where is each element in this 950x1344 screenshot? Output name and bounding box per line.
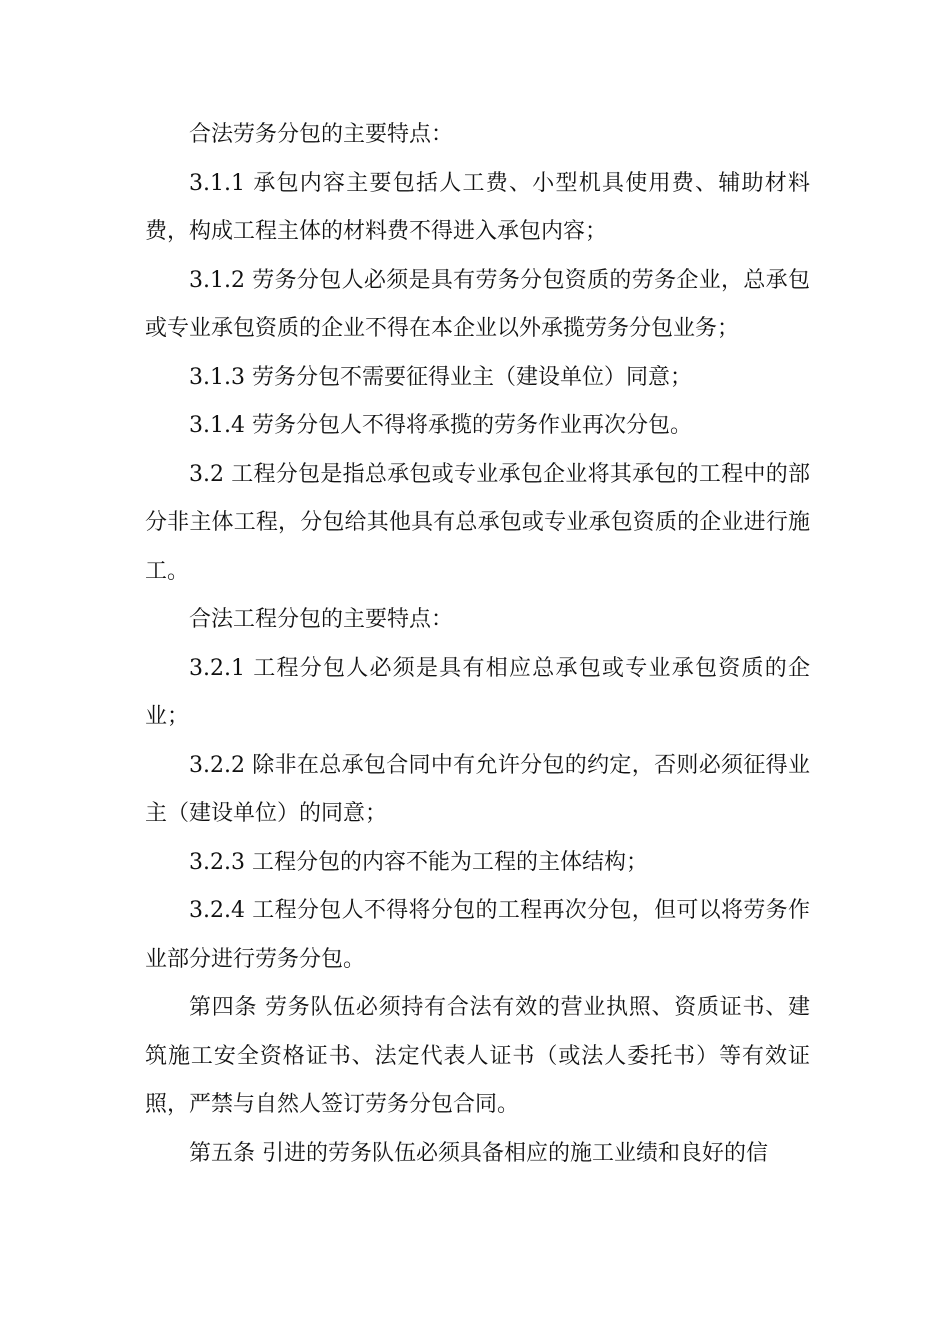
paragraph-3-1-4: 3.1.4 劳务分包人不得将承揽的劳务作业再次分包。 <box>189 413 692 438</box>
paragraph-3-1-1: 3.1.1 承包内容主要包括人工费、小型机具使用费、辅助材料费，构成工程主体的材料费不得进入承包内容； <box>145 170 810 244</box>
paragraph-engineering-features-heading: 合法工程分包的主要特点： <box>189 607 454 632</box>
paragraph-3-2: 3.2 工程分包是指总承包或专业承包企业将其承包的工程中的部分非主体工程，分包给其他具有总承包或专业承包资质的企业进行施工。 <box>145 461 810 584</box>
paragraph-3-2-4: 3.2.4 工程分包人不得将分包的工程再次分包，但可以将劳务作业部分进行劳务分包。 <box>145 898 810 972</box>
paragraph-3-2-3: 3.2.3 工程分包的内容不能为工程的主体结构； <box>189 849 648 875</box>
paragraph-3-2-2: 3.2.2 除非在总承包合同中有允许分包的约定，否则必须征得业主（建设单位）的同意； <box>145 752 810 826</box>
document-body <box>145 111 810 1178</box>
paragraph-article-4: 第四条 劳务队伍必须持有合法有效的营业执照、资质证书、建筑施工安全资格证书、法定代表人证书（或法人委托书）等有效证照，严禁与自然人签订劳务分包合同。 <box>145 995 810 1117</box>
paragraph-article-5: 第五条 引进的劳务队伍必须具备相应的施工业绩和良好的信 <box>189 1140 768 1166</box>
paragraph-3-1-3: 3.1.3 劳务分包不需要征得业主（建设单位）同意； <box>189 364 692 390</box>
paragraph-3-1-2: 3.1.2 劳务分包人必须是具有劳务分包资质的劳务企业，总承包或专业承包资质的企业不得在本企业以外承揽劳务分包业务； <box>145 267 810 341</box>
paragraph-3-2-1: 3.2.1 工程分包人必须是具有相应总承包或专业承包资质的企业； <box>145 655 810 729</box>
paragraph-labor-features-heading: 合法劳务分包的主要特点： <box>189 122 454 147</box>
